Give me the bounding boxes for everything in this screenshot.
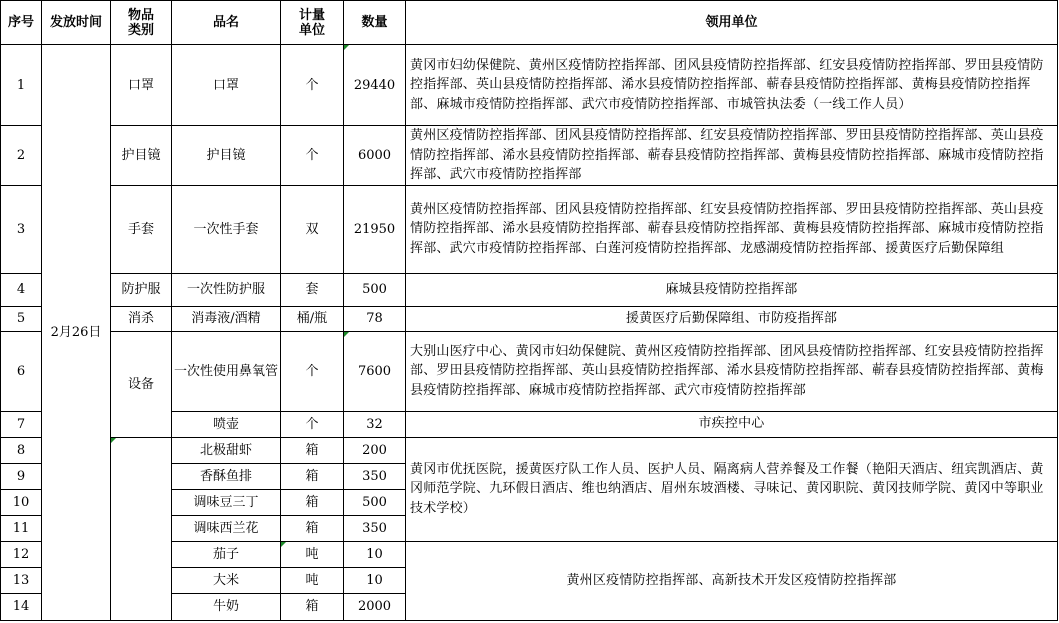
cell-name: 调味豆三丁 bbox=[172, 489, 281, 515]
table-row bbox=[1, 306, 1058, 331]
header-date: 发放时间 bbox=[42, 1, 111, 45]
table-row bbox=[1, 185, 1058, 273]
cell-qty: 7600 bbox=[344, 331, 406, 411]
cell-qty: 350 bbox=[344, 515, 406, 541]
cell-recipients: 黄冈市妇幼保健院、黄州区疫情防控指挥部、团风县疫情防控指挥部、红安县疫情防控指挥部、罗田县疫情防控指挥部、英山县疫情防控指挥部、浠水县疫情防控指挥部、蕲春县疫情防控指挥部、黄梅县疫情防控指挥部、麻城市疫情防控指挥部、武穴市疫情防控指挥部、市城管执法委（一线工作人员） bbox=[406, 45, 1058, 126]
header-seq: 序号 bbox=[1, 1, 42, 45]
cell-name: 一次性使用鼻氧管 bbox=[172, 331, 281, 411]
cell-recipients: 大别山医疗中心、黄冈市妇幼保健院、黄州区疫情防控指挥部、团风县疫情防控指挥部、红安县疫情防控指挥部、罗田县疫情防控指挥部、英山县疫情防控指挥部、浠水县疫情防控指挥部、蕲春县疫情防控指挥部、黄梅县疫情防控指挥部、麻城市疫情防控指挥部、武穴市疫情防控指挥部 bbox=[406, 331, 1058, 411]
cell-name: 大米 bbox=[172, 567, 281, 593]
cell-seq: 7 bbox=[1, 411, 42, 437]
cell-seq: 13 bbox=[1, 567, 42, 593]
cell-seq: 4 bbox=[1, 273, 42, 306]
cell-seq: 5 bbox=[1, 306, 42, 331]
cell-name: 喷壶 bbox=[172, 411, 281, 437]
cell-category: 口罩 bbox=[111, 45, 172, 126]
cell-name: 口罩 bbox=[172, 45, 281, 126]
cell-category: 消杀 bbox=[111, 306, 172, 331]
cell-name: 调味西兰花 bbox=[172, 515, 281, 541]
cell-qty: 6000 bbox=[344, 126, 406, 186]
cell-qty: 200 bbox=[344, 437, 406, 463]
table-row bbox=[1, 331, 1058, 411]
cell-category: 防护服 bbox=[111, 273, 172, 306]
cell-unit: 箱 bbox=[281, 515, 344, 541]
cell-name: 北极甜虾 bbox=[172, 437, 281, 463]
cell-unit: 套 bbox=[281, 273, 344, 306]
cell-unit: 双 bbox=[281, 185, 344, 273]
cell-unit: 吨 bbox=[281, 541, 344, 567]
cell-category: 护目镜 bbox=[111, 126, 172, 186]
cell-seq: 10 bbox=[1, 489, 42, 515]
table-row bbox=[1, 126, 1058, 186]
cell-name: 香酥鱼排 bbox=[172, 463, 281, 489]
cell-recipients: 黄州区疫情防控指挥部、团风县疫情防控指挥部、红安县疫情防控指挥部、罗田县疫情防控指挥部、英山县疫情防控指挥部、浠水县疫情防控指挥部、蕲春县疫情防控指挥部、黄梅县疫情防控指挥部、麻城市疫情防控指挥部、武穴市疫情防控指挥部 bbox=[406, 126, 1058, 186]
cell-seq: 14 bbox=[1, 593, 42, 620]
table-row bbox=[1, 273, 1058, 306]
table-row bbox=[1, 437, 1058, 463]
cell-name: 一次性手套 bbox=[172, 185, 281, 273]
cell-name: 消毒液/酒精 bbox=[172, 306, 281, 331]
cell-unit: 吨 bbox=[281, 567, 344, 593]
cell-seq: 3 bbox=[1, 185, 42, 273]
cell-seq: 2 bbox=[1, 126, 42, 186]
cell-recipients: 黄冈市优抚医院，援黄医疗队工作人员、医护人员、隔离病人营养餐及工作餐（艳阳天酒店、纽宾凯酒店、黄冈师范学院、九环假日酒店、维也纳酒店、眉州东坡酒楼、寻味记、黄冈职院、黄冈技师学院、黄冈中等职业技术学校） bbox=[406, 437, 1058, 541]
cell-qty: 78 bbox=[344, 306, 406, 331]
header-qty: 数量 bbox=[344, 1, 406, 45]
cell-qty: 500 bbox=[344, 489, 406, 515]
cell-recipients: 黄州区疫情防控指挥部、团风县疫情防控指挥部、红安县疫情防控指挥部、罗田县疫情防控指挥部、英山县疫情防控指挥部、浠水县疫情防控指挥部、蕲春县疫情防控指挥部、黄梅县疫情防控指挥部、麻城市疫情防控指挥部、武穴市疫情防控指挥部、白莲河疫情防控指挥部、龙感湖疫情防控指挥部、援黄医疗后勤保障组 bbox=[406, 185, 1058, 273]
cell-qty: 29440 bbox=[344, 45, 406, 126]
cell-category-empty bbox=[111, 437, 172, 620]
cell-qty: 350 bbox=[344, 463, 406, 489]
header-row bbox=[1, 1, 1058, 45]
cell-unit: 桶/瓶 bbox=[281, 306, 344, 331]
header-name: 品名 bbox=[172, 1, 281, 45]
cell-qty: 21950 bbox=[344, 185, 406, 273]
cell-category: 设备 bbox=[111, 331, 172, 437]
cell-unit: 箱 bbox=[281, 437, 344, 463]
cell-unit: 箱 bbox=[281, 489, 344, 515]
cell-name: 牛奶 bbox=[172, 593, 281, 620]
cell-seq: 12 bbox=[1, 541, 42, 567]
table-row bbox=[1, 45, 1058, 126]
cell-name: 一次性防护服 bbox=[172, 273, 281, 306]
cell-seq: 1 bbox=[1, 45, 42, 126]
cell-unit: 个 bbox=[281, 331, 344, 411]
cell-recipients: 黄州区疫情防控指挥部、高新技术开发区疫情防控指挥部 bbox=[406, 541, 1058, 620]
cell-recipients: 麻城县疫情防控指挥部 bbox=[406, 273, 1058, 306]
cell-issue-date: 2月26日 bbox=[42, 45, 111, 621]
cell-qty: 500 bbox=[344, 273, 406, 306]
cell-category: 手套 bbox=[111, 185, 172, 273]
cell-recipients: 援黄医疗后勤保障组、市防疫指挥部 bbox=[406, 306, 1058, 331]
header-recipients: 领用单位 bbox=[406, 1, 1058, 45]
cell-recipients: 市疾控中心 bbox=[406, 411, 1058, 437]
cell-name: 护目镜 bbox=[172, 126, 281, 186]
cell-name: 茄子 bbox=[172, 541, 281, 567]
cell-unit: 个 bbox=[281, 126, 344, 186]
cell-seq: 11 bbox=[1, 515, 42, 541]
cell-unit: 箱 bbox=[281, 593, 344, 620]
cell-qty: 32 bbox=[344, 411, 406, 437]
cell-seq: 6 bbox=[1, 331, 42, 411]
header-unit: 计量单位 bbox=[281, 1, 344, 45]
cell-seq: 8 bbox=[1, 437, 42, 463]
cell-unit: 个 bbox=[281, 411, 344, 437]
cell-qty: 2000 bbox=[344, 593, 406, 620]
cell-unit: 个 bbox=[281, 45, 344, 126]
cell-seq: 9 bbox=[1, 463, 42, 489]
header-category: 物品类别 bbox=[111, 1, 172, 45]
cell-qty: 10 bbox=[344, 541, 406, 567]
cell-qty: 10 bbox=[344, 567, 406, 593]
cell-unit: 箱 bbox=[281, 463, 344, 489]
